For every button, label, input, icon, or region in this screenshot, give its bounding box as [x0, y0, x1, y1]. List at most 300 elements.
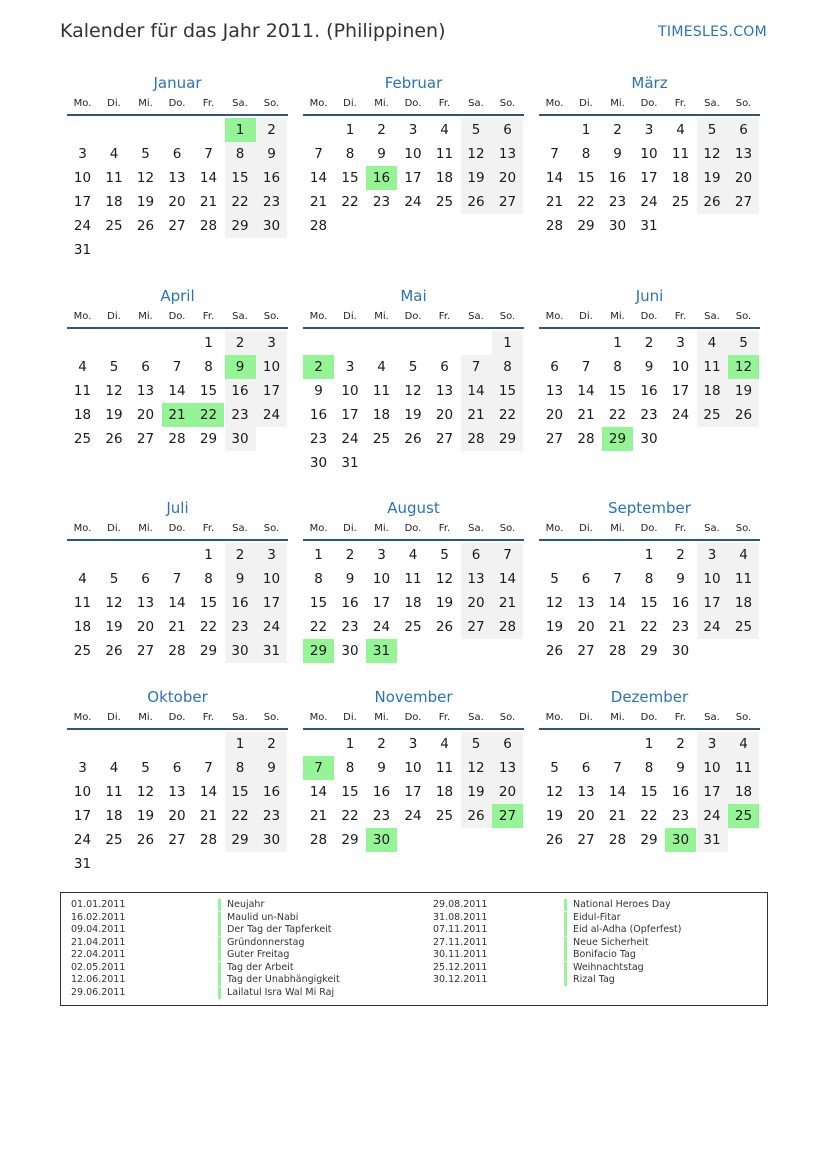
day-cell: 17: [697, 780, 728, 804]
weekday-label: Mi.: [610, 712, 625, 723]
day-cell: 19: [136, 808, 155, 824]
day-cell: 20: [168, 194, 186, 210]
day-cell: 15: [225, 166, 256, 190]
weekday-label: Di.: [343, 98, 357, 109]
legend-holiday-name: Tag der Unabhängigkeit: [218, 974, 340, 986]
legend-date: 22.04.2011: [71, 949, 126, 960]
weekday-label: Do.: [168, 523, 186, 534]
weekday-label: Di.: [579, 98, 593, 109]
weekday-label: So.: [263, 523, 280, 534]
day-cell: 17: [372, 595, 391, 611]
day-cell: 2: [225, 543, 256, 567]
legend-date: 25.12.2011: [433, 961, 488, 973]
day-cell: 14: [168, 595, 186, 611]
day-cell: 27: [136, 431, 155, 447]
weekday-label: Di.: [107, 712, 121, 723]
day-cell: 16: [372, 784, 391, 800]
day-cell: 24: [404, 808, 422, 824]
day-cell: 7: [581, 359, 591, 375]
day-cell: 14: [199, 170, 218, 186]
day-cell: 5: [461, 118, 492, 142]
weekday-label: Mi.: [610, 523, 625, 534]
day-cell: 9: [377, 760, 386, 776]
day-cell: 26: [728, 403, 759, 427]
weekday-label: So.: [263, 98, 280, 109]
legend-holiday-name: Der Tag der Tapferkeit: [218, 924, 332, 936]
weekday-label: Do.: [640, 523, 658, 534]
day-cell: 21: [608, 808, 627, 824]
day-cell: 23: [608, 194, 627, 210]
day-cell: 12: [136, 170, 155, 186]
weekday-label: Sa.: [704, 98, 720, 109]
legend-holiday-name: Maulid un-Nabi: [218, 912, 298, 924]
day-cell: 10: [404, 760, 422, 776]
day-cell: 19: [461, 780, 492, 804]
day-cell: 3: [345, 359, 355, 375]
day-cell: 2: [644, 335, 654, 351]
day-cell: 9: [676, 571, 685, 587]
day-cell: 7: [550, 146, 559, 162]
day-cell: 25: [105, 218, 123, 234]
legend-date: 21.04.2011: [71, 936, 126, 948]
day-cell: 10: [671, 359, 690, 375]
day-cell: 17: [404, 784, 422, 800]
day-cell: 30: [608, 218, 627, 234]
day-cell: 25: [671, 194, 690, 210]
day-cell: 24: [256, 403, 287, 427]
day-cell: 14: [608, 784, 627, 800]
day-cell: 5: [697, 118, 728, 142]
day-cell: 6: [581, 571, 591, 587]
day-cell: 6: [440, 359, 449, 375]
day-cell: 29: [199, 431, 218, 447]
day-cell: 18: [728, 591, 759, 615]
day-cell: 18: [372, 407, 391, 423]
day-cell: 13: [168, 170, 186, 186]
weekday-label: Do.: [404, 98, 422, 109]
day-cell: 22: [225, 804, 256, 828]
weekday-label: Di.: [107, 98, 121, 109]
header-rule: [303, 327, 524, 329]
day-cell: 12: [697, 142, 728, 166]
month-name: August: [387, 499, 440, 517]
day-cell: 23: [372, 194, 391, 210]
weekday-label: So.: [735, 98, 752, 109]
legend-holiday-name: Weihnachtstag: [564, 962, 644, 974]
day-cell: 28: [461, 427, 492, 451]
day-cell: 29: [199, 643, 218, 659]
holiday-cell: 16: [366, 166, 397, 190]
day-cell: 14: [608, 595, 627, 611]
day-cell: 12: [545, 784, 564, 800]
day-cell: 26: [105, 643, 123, 659]
legend-date: 29.06.2011: [71, 986, 126, 998]
weekday-label: Mi.: [374, 98, 389, 109]
day-cell: 19: [697, 166, 728, 190]
day-cell: 16: [225, 379, 256, 403]
day-cell: 11: [105, 784, 123, 800]
day-cell: 8: [644, 760, 654, 776]
holiday-cell: 9: [225, 355, 256, 379]
day-cell: 23: [671, 619, 690, 635]
weekday-label: Di.: [343, 311, 357, 322]
day-cell: 26: [545, 832, 564, 848]
day-cell: 28: [492, 615, 523, 639]
weekday-label: Do.: [168, 311, 186, 322]
day-cell: 3: [676, 335, 685, 351]
weekday-label: Mo.: [73, 523, 92, 534]
day-cell: 27: [168, 832, 186, 848]
day-cell: 8: [204, 359, 213, 375]
day-cell: 21: [492, 591, 523, 615]
day-cell: 15: [225, 780, 256, 804]
day-cell: 4: [676, 122, 685, 138]
day-cell: 19: [435, 595, 454, 611]
day-cell: 17: [256, 379, 287, 403]
day-cell: 16: [309, 407, 328, 423]
day-cell: 25: [697, 403, 728, 427]
day-cell: 1: [345, 122, 355, 138]
day-cell: 8: [225, 756, 256, 780]
day-cell: 1: [613, 335, 622, 351]
day-cell: 14: [545, 170, 564, 186]
weekday-label: Sa.: [468, 712, 484, 723]
day-cell: 31: [73, 242, 92, 258]
day-cell: 14: [461, 379, 492, 403]
day-cell: 22: [341, 194, 359, 210]
header-rule: [67, 114, 288, 116]
day-cell: 28: [608, 832, 627, 848]
day-cell: 19: [545, 619, 564, 635]
weekday-label: Di.: [343, 523, 357, 534]
legend-date: 12.06.2011: [71, 974, 126, 985]
day-cell: 16: [225, 591, 256, 615]
weekday-label: Sa.: [704, 712, 720, 723]
header-rule: [303, 728, 524, 730]
day-cell: 26: [697, 190, 728, 214]
day-cell: 16: [671, 784, 690, 800]
day-cell: 7: [172, 359, 182, 375]
weekday-label: Mi.: [138, 311, 153, 322]
day-cell: 2: [345, 547, 355, 563]
day-cell: 10: [73, 170, 92, 186]
header-rule: [67, 728, 288, 730]
month-name: März: [631, 74, 668, 92]
day-cell: 5: [461, 732, 492, 756]
day-cell: 25: [435, 808, 454, 824]
day-cell: 4: [78, 571, 87, 587]
day-cell: 2: [377, 122, 386, 138]
day-cell: 2: [225, 331, 256, 355]
day-cell: 11: [435, 760, 454, 776]
day-cell: 29: [225, 214, 256, 238]
day-cell: 18: [728, 780, 759, 804]
weekday-label: Fr.: [674, 311, 687, 322]
day-cell: 11: [372, 383, 391, 399]
day-cell: 6: [172, 760, 182, 776]
holiday-cell: 12: [728, 355, 759, 379]
weekday-label: Mi.: [138, 98, 153, 109]
day-cell: 13: [435, 383, 454, 399]
day-cell: 20: [461, 591, 492, 615]
day-cell: 4: [78, 359, 87, 375]
day-cell: 14: [577, 383, 595, 399]
weekday-label: Fr.: [438, 311, 451, 322]
day-cell: 8: [581, 146, 591, 162]
day-cell: 15: [492, 379, 523, 403]
weekday-label: Mi.: [374, 311, 389, 322]
legend-holiday-name: Gründonnerstag: [218, 937, 304, 949]
weekday-label: Sa.: [468, 523, 484, 534]
day-cell: 19: [461, 166, 492, 190]
month-name: November: [374, 688, 453, 706]
day-cell: 22: [608, 407, 627, 423]
holiday-cell: 27: [492, 804, 523, 828]
weekday-label: So.: [735, 712, 752, 723]
legend-date: 02.05.2011: [71, 961, 126, 973]
day-cell: 11: [435, 146, 454, 162]
day-cell: 18: [105, 808, 123, 824]
day-cell: 9: [256, 756, 287, 780]
weekday-label: Sa.: [468, 311, 484, 322]
day-cell: 23: [256, 804, 287, 828]
day-cell: 22: [492, 403, 523, 427]
day-cell: 20: [168, 808, 186, 824]
day-cell: 5: [440, 547, 449, 563]
day-cell: 18: [73, 619, 92, 635]
day-cell: 5: [109, 571, 119, 587]
day-cell: 28: [168, 643, 186, 659]
legend-holiday-name: Guter Freitag: [218, 949, 289, 961]
day-cell: 18: [404, 595, 422, 611]
legend-holiday-name: Eid al-Adha (Opferfest): [564, 924, 681, 936]
weekday-label: Fr.: [674, 523, 687, 534]
day-cell: 11: [73, 383, 92, 399]
day-cell: 13: [461, 567, 492, 591]
day-cell: 11: [73, 595, 92, 611]
day-cell: 30: [256, 214, 287, 238]
day-cell: 24: [697, 804, 728, 828]
month-name: Januar: [153, 74, 202, 92]
day-cell: 18: [435, 170, 454, 186]
day-cell: 11: [404, 571, 422, 587]
day-cell: 6: [172, 146, 182, 162]
day-cell: 28: [608, 643, 627, 659]
day-cell: 22: [640, 619, 658, 635]
day-cell: 27: [461, 615, 492, 639]
day-cell: 25: [372, 431, 391, 447]
day-cell: 24: [640, 194, 658, 210]
day-cell: 12: [461, 142, 492, 166]
day-cell: 30: [225, 427, 256, 451]
day-cell: 16: [341, 595, 359, 611]
day-cell: 22: [309, 619, 328, 635]
day-cell: 26: [136, 218, 155, 234]
weekday-label: Fr.: [202, 523, 215, 534]
day-cell: 2: [676, 547, 685, 563]
day-cell: 11: [671, 146, 690, 162]
weekday-label: Di.: [579, 311, 593, 322]
day-cell: 25: [73, 643, 92, 659]
day-cell: 4: [440, 122, 449, 138]
day-cell: 9: [345, 571, 355, 587]
header-rule: [539, 728, 760, 730]
header-rule: [303, 114, 524, 116]
day-cell: 4: [728, 543, 759, 567]
weekday-label: Sa.: [704, 523, 720, 534]
day-cell: 20: [545, 407, 564, 423]
day-cell: 10: [697, 756, 728, 780]
day-cell: 4: [408, 547, 418, 563]
day-cell: 3: [697, 732, 728, 756]
day-cell: 3: [78, 146, 87, 162]
day-cell: 6: [461, 543, 492, 567]
day-cell: 10: [256, 567, 287, 591]
day-cell: 23: [372, 808, 391, 824]
day-cell: 11: [105, 170, 123, 186]
day-cell: 7: [613, 760, 622, 776]
day-cell: 23: [256, 190, 287, 214]
holiday-cell: 30: [366, 828, 397, 852]
month-name: Februar: [384, 74, 443, 92]
day-cell: 4: [728, 732, 759, 756]
day-cell: 19: [105, 619, 123, 635]
day-cell: 1: [492, 331, 523, 355]
day-cell: 21: [199, 194, 218, 210]
day-cell: 20: [492, 166, 523, 190]
day-cell: 6: [728, 118, 759, 142]
day-cell: 25: [728, 615, 759, 639]
day-cell: 17: [640, 170, 658, 186]
legend-holiday-name: Eidul-Fitar: [564, 912, 621, 924]
day-cell: 23: [309, 431, 328, 447]
day-cell: 3: [408, 122, 418, 138]
day-cell: 20: [435, 407, 454, 423]
day-cell: 27: [168, 218, 186, 234]
day-cell: 4: [377, 359, 386, 375]
day-cell: 24: [404, 194, 422, 210]
day-cell: 4: [697, 331, 728, 355]
weekday-label: So.: [499, 712, 516, 723]
day-cell: 8: [204, 571, 213, 587]
holiday-cell: 2: [303, 355, 334, 379]
day-cell: 27: [545, 431, 564, 447]
day-cell: 20: [136, 619, 155, 635]
day-cell: 5: [141, 146, 150, 162]
header-rule: [539, 327, 760, 329]
day-cell: 17: [697, 591, 728, 615]
holiday-cell: 29: [303, 639, 334, 663]
day-cell: 29: [577, 218, 595, 234]
day-cell: 17: [73, 194, 92, 210]
header-rule: [303, 539, 524, 541]
day-cell: 9: [644, 359, 654, 375]
legend-date: 16.02.2011: [71, 911, 126, 923]
day-cell: 18: [435, 784, 454, 800]
day-cell: 14: [309, 170, 328, 186]
day-cell: 10: [372, 571, 391, 587]
day-cell: 28: [199, 218, 218, 234]
day-cell: 24: [256, 615, 287, 639]
day-cell: 27: [577, 643, 595, 659]
weekday-label: Mo.: [545, 98, 564, 109]
day-cell: 13: [136, 595, 155, 611]
weekday-label: Mo.: [545, 523, 564, 534]
weekday-label: Mo.: [309, 712, 328, 723]
weekday-label: Di.: [579, 523, 593, 534]
day-cell: 13: [545, 383, 564, 399]
weekday-label: Fr.: [202, 712, 215, 723]
day-cell: 3: [697, 543, 728, 567]
legend-holiday-name: Neue Sicherheit: [564, 937, 649, 949]
day-cell: 21: [309, 808, 328, 824]
weekday-label: Mi.: [374, 523, 389, 534]
day-cell: 1: [204, 547, 213, 563]
weekday-label: Sa.: [704, 311, 720, 322]
day-cell: 11: [697, 355, 728, 379]
day-cell: 28: [545, 218, 564, 234]
day-cell: 7: [461, 355, 492, 379]
day-cell: 20: [577, 808, 595, 824]
day-cell: 28: [168, 431, 186, 447]
day-cell: 1: [225, 732, 256, 756]
weekday-label: Do.: [168, 98, 186, 109]
day-cell: 27: [435, 431, 454, 447]
day-cell: 5: [408, 359, 418, 375]
holiday-cell: 21: [162, 403, 193, 427]
weekday-label: So.: [499, 311, 516, 322]
day-cell: 18: [671, 170, 690, 186]
day-cell: 26: [461, 804, 492, 828]
brand-link[interactable]: TIMESLES.COM: [658, 24, 767, 40]
day-cell: 30: [309, 455, 328, 471]
legend-date: 09.04.2011: [71, 924, 126, 935]
day-cell: 30: [640, 431, 658, 447]
month-name: Dezember: [610, 688, 689, 706]
day-cell: 7: [613, 571, 622, 587]
weekday-label: Fr.: [438, 712, 451, 723]
day-cell: 31: [73, 856, 92, 872]
day-cell: 6: [492, 118, 523, 142]
weekday-label: Sa.: [232, 311, 248, 322]
day-cell: 28: [309, 218, 328, 234]
day-cell: 20: [577, 619, 595, 635]
day-cell: 20: [728, 166, 759, 190]
day-cell: 21: [199, 808, 218, 824]
weekday-label: Do.: [404, 523, 422, 534]
weekday-label: So.: [735, 311, 752, 322]
day-cell: 3: [408, 736, 418, 752]
day-cell: 15: [309, 595, 328, 611]
day-cell: 15: [608, 383, 627, 399]
day-cell: 8: [345, 146, 355, 162]
legend-date: 29.08.2011: [433, 899, 488, 910]
day-cell: 4: [109, 760, 119, 776]
day-cell: 28: [577, 431, 595, 447]
day-cell: 13: [728, 142, 759, 166]
weekday-label: Do.: [168, 712, 186, 723]
day-cell: 6: [581, 760, 591, 776]
weekday-label: Fr.: [438, 523, 451, 534]
day-cell: 13: [577, 595, 595, 611]
day-cell: 9: [225, 567, 256, 591]
day-cell: 25: [435, 194, 454, 210]
day-cell: 3: [78, 760, 87, 776]
day-cell: 12: [105, 595, 123, 611]
day-cell: 5: [550, 571, 559, 587]
day-cell: 9: [613, 146, 622, 162]
day-cell: 1: [345, 736, 355, 752]
